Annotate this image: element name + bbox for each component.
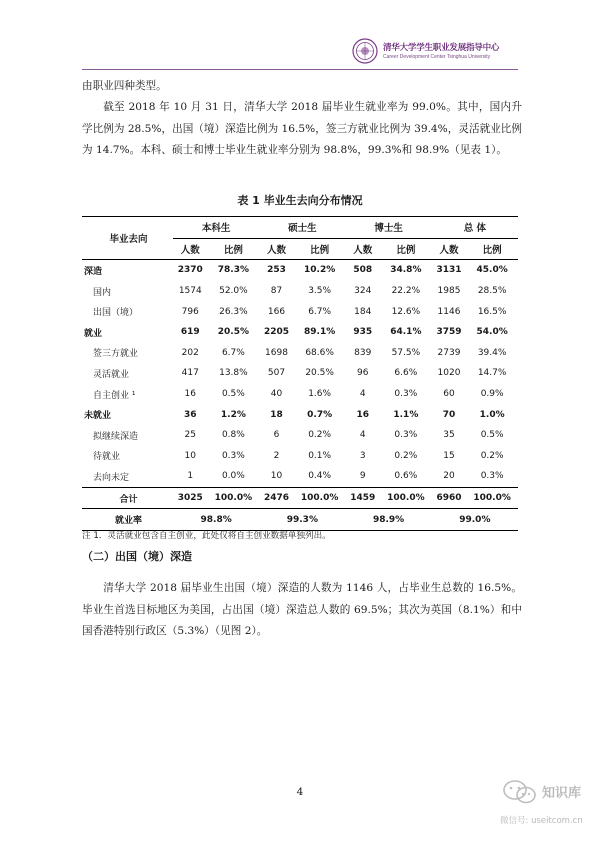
cell-ratio: 26.3% [219, 306, 248, 317]
cell-ratio: 0.2% [480, 450, 504, 461]
group-overall: 总 体 [432, 217, 518, 239]
cell-count: 324 [354, 286, 372, 297]
table-row [82, 281, 518, 302]
cell-count: 3759 [436, 327, 462, 338]
subheader-count: 人数 [432, 238, 467, 260]
cell-ratio: 64.1% [390, 327, 422, 338]
cell-count: 6 [273, 430, 280, 441]
cell-ratio: 6.7% [308, 306, 332, 317]
cell-ratio: 10.2% [304, 265, 336, 276]
cell-ratio: 100.0% [294, 487, 346, 509]
cell-ratio: 0.8% [221, 430, 245, 441]
cell-count: 25 [184, 430, 196, 441]
row-label: 深造 [84, 266, 103, 277]
cell-count: 417 [181, 368, 199, 379]
group-undergrad: 本科生 [173, 217, 259, 239]
table-header-groups [82, 217, 518, 239]
cell-ratio: 1.6% [308, 389, 332, 400]
subheader-ratio: 比例 [466, 238, 518, 260]
cell-count: 1459 [345, 487, 380, 509]
row-label: 出国（境） [93, 308, 139, 319]
page-number: 4 [296, 786, 304, 798]
cell-count: 70 [442, 409, 456, 420]
row-label: 就业 [84, 328, 103, 339]
cell-count: 3131 [436, 265, 462, 276]
cell-ratio: 57.5% [391, 347, 421, 358]
cell-ratio: 54.0% [476, 327, 508, 338]
cell-ratio: 14.7% [477, 368, 507, 379]
cell-count: 15 [443, 450, 455, 461]
cell-ratio: 0.5% [480, 430, 504, 441]
subheader-count: 人数 [259, 238, 294, 260]
cell-count: 1985 [437, 286, 461, 297]
row-label: 合计 [82, 487, 173, 509]
cell-count: 2739 [437, 347, 461, 358]
row-label: 未就业 [84, 411, 112, 422]
cell-count: 2370 [177, 265, 203, 276]
cell-count: 16 [356, 409, 369, 420]
cell-count: 1146 [437, 306, 461, 317]
cell-ratio: 89.1% [304, 327, 336, 338]
cell-ratio: 0.3% [394, 389, 418, 400]
cell-ratio: 0.1% [308, 450, 332, 461]
cell-count: 253 [267, 265, 286, 276]
cell-ratio: 68.6% [305, 347, 334, 358]
cell-ratio: 13.8% [219, 368, 248, 379]
cell-ratio: 100.0% [466, 487, 518, 509]
cell-count: 16 [184, 389, 196, 400]
tsinghua-seal-icon [352, 38, 378, 64]
cell-rate: 98.8% [173, 509, 259, 531]
cell-rate: 99.3% [259, 509, 345, 531]
table-row-total [82, 487, 518, 509]
table-row [82, 404, 518, 425]
table-row-rate [82, 509, 518, 531]
wechat-icon [500, 779, 540, 805]
cell-count: 508 [353, 265, 373, 276]
cell-count: 87 [270, 286, 283, 297]
section-heading: （二）出国（境）深造 [82, 550, 192, 563]
cell-ratio: 100.0% [380, 487, 432, 509]
paragraph-employment-rate: 截至 2018 年 10 月 31 日，清华大学 2018 届毕业生就业率为 99.0%。其中，国内升学比例为 28.5%，出国（境）深造比例为 16.5%，签三方就业比例为 39.4%，灵活就业比例为 14.7%。本科、硕士和博士毕业生就业率分别为 98.8%，99.3%和 98.9%（见表 1）。 [82, 101, 522, 156]
cell-count: 619 [180, 327, 200, 338]
row-label: 灵活就业 [93, 369, 130, 380]
cell-ratio: 52.0% [219, 286, 248, 297]
cell-count: 839 [354, 347, 372, 358]
paragraph-overseas-study: 清华大学 2018 届毕业生出国（境）深造的人数为 1146 人，占毕业生总数的 16.5%。毕业生首选目标地区为美国，占出国（境）深造总人数的 69.5%；其次为英国（8.1%）和中国香港特别行政区（5.3%）（见图 2）。 [82, 582, 522, 637]
cell-count: 1698 [265, 347, 288, 358]
cell-ratio: 0.4% [308, 471, 332, 482]
cell-count: 35 [443, 430, 455, 441]
table-title: 表 1 毕业生去向分布情况 [237, 194, 363, 207]
table-row [82, 446, 518, 467]
cell-count: 18 [270, 409, 283, 420]
cell-ratio: 39.4% [477, 347, 507, 358]
cell-ratio: 0.6% [394, 471, 418, 482]
cell-ratio: 1.1% [393, 409, 419, 420]
employment-table [82, 216, 518, 531]
cell-rate: 98.9% [345, 509, 431, 531]
row-label: 去向未定 [93, 472, 130, 483]
cell-ratio: 0.5% [221, 389, 245, 400]
cell-rate: 99.0% [432, 509, 518, 531]
cell-ratio: 0.0% [221, 471, 245, 482]
watermark-title: 知识库 [542, 786, 582, 801]
cell-ratio: 22.2% [391, 286, 421, 297]
table-row [82, 466, 518, 487]
cell-ratio: 6.7% [221, 347, 245, 358]
cell-count: 184 [354, 306, 372, 317]
cell-count: 96 [357, 368, 369, 379]
subheader-ratio: 比例 [208, 238, 260, 260]
row-label: 待就业 [93, 452, 121, 463]
cell-ratio: 34.8% [390, 265, 422, 276]
cell-ratio: 1.2% [220, 409, 246, 420]
row-label: 就业率 [82, 509, 173, 531]
subheader-ratio: 比例 [294, 238, 346, 260]
subheader-ratio: 比例 [380, 238, 432, 260]
cell-count: 60 [443, 389, 455, 400]
cell-count: 6960 [432, 487, 467, 509]
cell-ratio: 3.5% [308, 286, 332, 297]
table-corner-label: 毕业去向 [82, 217, 173, 260]
row-label: 拟继续深造 [93, 431, 139, 442]
table-row [82, 301, 518, 322]
cell-count: 4 [359, 430, 366, 441]
row-label: 自主创业 ¹ [93, 390, 136, 401]
cell-ratio: 16.5% [477, 306, 507, 317]
group-master: 硕士生 [259, 217, 345, 239]
cell-count: 2476 [259, 487, 294, 509]
table-row [82, 260, 518, 281]
cell-ratio: 12.6% [391, 306, 421, 317]
cell-ratio: 0.7% [307, 409, 333, 420]
cell-count: 20 [443, 471, 455, 482]
cell-ratio: 0.9% [480, 389, 504, 400]
logo-chinese-text: 清华大学学生职业发展指导中心 [383, 43, 500, 53]
paragraph-intro-end: 由职业四种类型。 [82, 80, 167, 92]
cell-ratio: 6.6% [394, 368, 418, 379]
cell-count: 36 [184, 409, 197, 420]
cell-ratio: 28.5% [477, 286, 507, 297]
cell-ratio: 78.3% [217, 265, 249, 276]
cell-ratio: 20.5% [305, 368, 334, 379]
cell-ratio: 0.2% [394, 450, 418, 461]
wechat-watermark [500, 778, 590, 838]
cell-ratio: 1.0% [479, 409, 505, 420]
page-header [0, 0, 600, 70]
logo-english-text: Career Development Center Tsinghua University [383, 54, 491, 60]
cell-count: 1020 [437, 368, 461, 379]
cell-count: 4 [359, 389, 366, 400]
cell-count: 10 [184, 450, 196, 461]
cell-count: 9 [359, 471, 366, 482]
cell-ratio: 0.3% [221, 450, 245, 461]
row-label: 国内 [93, 287, 112, 298]
cell-count: 1 [187, 471, 194, 482]
table-row [82, 343, 518, 364]
cell-count: 1574 [178, 286, 202, 297]
cell-count: 10 [270, 471, 283, 482]
cell-count: 2205 [263, 327, 290, 338]
cell-count: 3025 [173, 487, 208, 509]
table-row [82, 425, 518, 446]
cell-count: 166 [267, 306, 286, 317]
row-label: 签三方就业 [93, 349, 139, 360]
cell-count: 3 [359, 450, 366, 461]
header-divider [82, 69, 518, 70]
table-row [82, 322, 518, 343]
cell-ratio: 0.3% [480, 471, 504, 482]
career-center-logo [383, 41, 553, 60]
group-doctoral: 博士生 [345, 217, 431, 239]
table-footnote: 注 1．灵活就业包含自主创业，此处仅将自主创业数据单独列出。 [82, 531, 331, 541]
cell-count: 507 [267, 368, 286, 379]
table-row [82, 384, 518, 405]
cell-ratio: 20.5% [217, 327, 249, 338]
subheader-count: 人数 [345, 238, 380, 260]
table-row [82, 363, 518, 384]
cell-ratio: 0.3% [394, 430, 418, 441]
subheader-count: 人数 [173, 238, 208, 260]
cell-ratio: 0.2% [308, 430, 332, 441]
cell-count: 796 [181, 306, 199, 317]
cell-count: 2 [273, 450, 280, 461]
cell-count: 202 [181, 347, 199, 358]
cell-count: 935 [353, 327, 373, 338]
watermark-subtitle: 微信号: useitcom.cn [500, 816, 583, 826]
cell-ratio: 45.0% [476, 265, 508, 276]
cell-count: 40 [270, 389, 283, 400]
cell-ratio: 100.0% [208, 487, 260, 509]
